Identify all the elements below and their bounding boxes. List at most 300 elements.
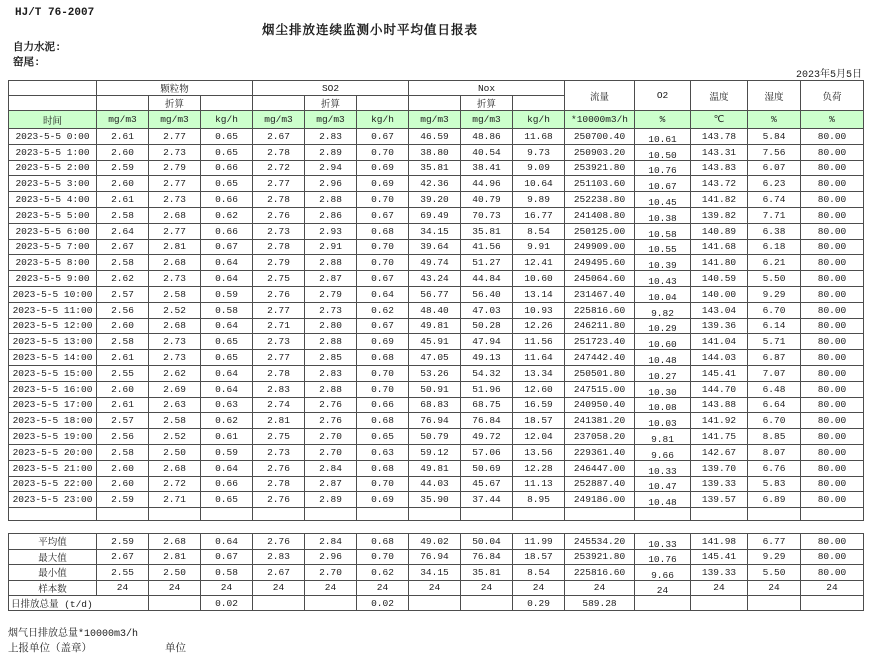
cell-pm-kgh: 0.59 [201,444,253,460]
cell-flow: 247515.00 [565,381,635,397]
data-row [9,302,864,318]
cell-pm-kgh: 0.66 [201,476,253,492]
cell-pm-mgm3: 2.61 [97,129,149,145]
blank-cell [9,96,97,111]
cell-nox-kgh: 11.64 [513,350,565,366]
reporting-unit-label: 上报单位（盖章） [8,643,92,655]
cell-so2-kgh: 0.68 [357,460,409,476]
cell-nox-mgm3: 43.24 [409,271,461,287]
cell-pm-mgm3: 2.64 [97,223,149,239]
cell-flow: 24 [565,580,635,596]
cell-pm-converted [149,508,201,521]
cell-so2-converted: 2.96 [305,549,357,565]
cell-humidity: 6.89 [748,492,801,508]
cell-nox-converted: 56.40 [461,286,513,302]
cell-so2-converted: 2.73 [305,302,357,318]
cell-load: 80.00 [801,239,864,255]
cell-temperature: 141.68 [691,239,748,255]
cell-flow: 241408.80 [565,207,635,223]
cell-nox-converted: 54.32 [461,365,513,381]
cell-o2: 10.38 [635,207,691,223]
cell-so2-mgm3: 2.67 [253,565,305,581]
particulate-group-header: 颗粒物 [97,81,253,96]
cell-so2-converted [305,508,357,521]
cell-flow: 249909.00 [565,239,635,255]
cell-nox-converted: 41.56 [461,239,513,255]
cell-so2-mgm3: 2.75 [253,271,305,287]
so2-converted-label: 折算 [305,96,357,111]
cell-pm-mgm3: 2.57 [97,413,149,429]
cell-nox-mgm3: 44.03 [409,476,461,492]
cell-o2: 10.27 [635,365,691,381]
data-row [9,176,864,192]
cell-so2-converted: 2.83 [305,365,357,381]
cell-nox-converted: 49.72 [461,429,513,445]
cell-o2 [635,596,691,611]
cell-pm-kgh: 0.65 [201,176,253,192]
cell-pm-kgh: 0.64 [201,534,253,550]
cell-load: 80.00 [801,476,864,492]
cell-pm-kgh: 0.64 [201,365,253,381]
cell-temperature: 139.57 [691,492,748,508]
cell-pm-converted: 2.81 [149,239,201,255]
cell-temperature: 141.92 [691,413,748,429]
cell-flow: 246447.00 [565,460,635,476]
nox-group-header: Nox [409,81,565,96]
cell-so2-kgh: 0.64 [357,286,409,302]
cell-flow: 253921.80 [565,549,635,565]
cell-so2-converted: 2.88 [305,192,357,208]
cell-load: 80.00 [801,444,864,460]
cell-so2-converted: 2.70 [305,444,357,460]
cell-nox-converted: 45.67 [461,476,513,492]
cell-nox-mgm3: 34.15 [409,223,461,239]
cell-humidity: 6.74 [748,192,801,208]
cell-pm-converted: 2.63 [149,397,201,413]
cell-nox-mgm3: 34.15 [409,565,461,581]
data-row [9,476,864,492]
flow-column-header: 流量 [565,81,635,111]
cell-so2-kgh: 24 [357,580,409,596]
cell-nox-converted: 51.27 [461,255,513,271]
cell-flow: 225816.60 [565,302,635,318]
cell-humidity: 5.50 [748,565,801,581]
cell-humidity: 6.23 [748,176,801,192]
cell-o2: 9.66 [635,444,691,460]
cell-nox-kgh: 13.34 [513,365,565,381]
cell-flow: 247442.40 [565,350,635,366]
cell-humidity: 7.56 [748,144,801,160]
cell-load: 80.00 [801,492,864,508]
cell-load [801,596,864,611]
cell-temperature: 143.31 [691,144,748,160]
cell-pm-converted: 2.77 [149,129,201,145]
cell-so2-mgm3: 2.79 [253,255,305,271]
flue-gas-total-note: 烟气日排放总量*10000m3/h [8,629,139,640]
cell-nox-kgh: 9.89 [513,192,565,208]
summary-row [9,580,864,596]
cell-time: 2023-5-5 21:00 [9,460,97,476]
cell-pm-kgh: 0.58 [201,565,253,581]
cell-temperature [691,596,748,611]
cell-pm-kgh: 0.65 [201,492,253,508]
cell-o2: 10.67 [635,176,691,192]
cell-so2-converted [305,596,357,611]
cell-nox-mgm3: 45.91 [409,334,461,350]
cell-pm-converted: 2.79 [149,160,201,176]
cell-so2-converted: 2.76 [305,397,357,413]
cell-flow: 249186.00 [565,492,635,508]
cell-pm-converted: 2.71 [149,492,201,508]
cell-flow: 250125.00 [565,223,635,239]
cell-so2-mgm3: 2.83 [253,549,305,565]
cell-o2: 9.66 [635,565,691,581]
cell-nox-kgh: 18.57 [513,413,565,429]
cell-o2: 10.03 [635,413,691,429]
cell-pm-converted: 2.68 [149,207,201,223]
cell-pm-converted: 2.62 [149,365,201,381]
cell-temperature: 141.75 [691,429,748,445]
unit-cell: mg/m3 [305,111,357,129]
cell-nox-converted: 50.28 [461,318,513,334]
cell-temperature: 140.89 [691,223,748,239]
unit-cell: % [801,111,864,129]
monitoring-point: 窑尾: [13,57,41,69]
cell-so2-converted: 2.91 [305,239,357,255]
cell-temperature: 142.67 [691,444,748,460]
cell-humidity: 6.48 [748,381,801,397]
cell-load: 80.00 [801,365,864,381]
cell-so2-mgm3: 2.72 [253,160,305,176]
cell-pm-converted: 2.77 [149,176,201,192]
load-column-header: 负荷 [801,81,864,111]
cell-flow: 252238.80 [565,192,635,208]
cell-so2-mgm3: 2.76 [253,286,305,302]
cell-temperature: 144.70 [691,381,748,397]
cell-pm-mgm3: 2.58 [97,207,149,223]
cell-pm-kgh: 0.66 [201,223,253,239]
cell-nox-mgm3: 68.83 [409,397,461,413]
blank-cell [357,96,409,111]
cell-so2-kgh: 0.67 [357,318,409,334]
cell-nox-mgm3: 42.36 [409,176,461,192]
cell-flow: 250501.80 [565,365,635,381]
cell-pm-converted: 2.73 [149,334,201,350]
cell-time: 2023-5-5 14:00 [9,350,97,366]
cell-load: 80.00 [801,160,864,176]
data-row [9,397,864,413]
cell-nox-converted: 40.79 [461,192,513,208]
cell-nox-kgh: 16.59 [513,397,565,413]
cell-humidity: 8.07 [748,444,801,460]
cell-nox-mgm3: 39.64 [409,239,461,255]
cell-so2-converted: 24 [305,580,357,596]
cell-nox-kgh: 24 [513,580,565,596]
unit-cell: kg/h [357,111,409,129]
data-row [9,192,864,208]
cell-o2: 10.76 [635,549,691,565]
cell-temperature: 141.80 [691,255,748,271]
cell-time: 2023-5-5 15:00 [9,365,97,381]
cell-temperature: 141.04 [691,334,748,350]
unit-cell: kg/h [201,111,253,129]
header-units-row [9,111,864,129]
cell-humidity: 6.21 [748,255,801,271]
cell-o2: 10.39 [635,255,691,271]
cell-humidity: 9.29 [748,286,801,302]
cell-pm-converted: 2.68 [149,318,201,334]
cell-pm-kgh: 0.59 [201,286,253,302]
cell-pm-converted: 2.58 [149,286,201,302]
cell-so2-converted: 2.70 [305,429,357,445]
cell-so2-kgh: 0.70 [357,549,409,565]
cell-so2-converted: 2.70 [305,565,357,581]
cell-pm-mgm3: 2.62 [97,271,149,287]
cell-so2-mgm3: 2.74 [253,397,305,413]
empty-row [9,508,864,521]
cell-so2-kgh: 0.69 [357,334,409,350]
cell-flow: 245534.20 [565,534,635,550]
cell-nox-converted: 50.04 [461,534,513,550]
cell-pm-kgh: 0.65 [201,350,253,366]
cell-nox-kgh: 10.60 [513,271,565,287]
report-date: 2023年5月5日 [795,70,862,81]
cell-nox-converted: 50.69 [461,460,513,476]
cell-temperature: 24 [691,580,748,596]
cell-so2-converted: 2.87 [305,476,357,492]
cell-nox-converted: 76.84 [461,549,513,565]
cell-pm-mgm3: 2.60 [97,476,149,492]
cell-so2-kgh: 0.67 [357,271,409,287]
data-row [9,350,864,366]
cell-so2-converted: 2.83 [305,129,357,145]
cell-time: 2023-5-5 17:00 [9,397,97,413]
cell-o2: 24 [635,580,691,596]
cell-pm-converted: 2.72 [149,476,201,492]
data-row [9,381,864,397]
cell-so2-kgh: 0.62 [357,302,409,318]
cell-pm-mgm3: 2.55 [97,565,149,581]
unit-cell: kg/h [513,111,565,129]
cell-pm-converted: 2.77 [149,223,201,239]
cell-so2-mgm3: 2.78 [253,192,305,208]
summary-row [9,565,864,581]
summary-row [9,549,864,565]
cell-o2: 10.33 [635,460,691,476]
cell-nox-converted: 24 [461,580,513,596]
cell-pm-mgm3: 2.59 [97,492,149,508]
cell-time: 2023-5-5 5:00 [9,207,97,223]
cell-temperature: 145.41 [691,365,748,381]
cell-nox-mgm3: 50.91 [409,381,461,397]
cell-pm-converted: 2.50 [149,444,201,460]
cell-pm-kgh: 0.65 [201,144,253,160]
cell-temperature: 143.78 [691,129,748,145]
cell-load: 80.00 [801,176,864,192]
nox-converted-label: 折算 [461,96,513,111]
cell-pm-converted: 2.73 [149,192,201,208]
cell-pm-converted: 2.69 [149,381,201,397]
cell-load: 80.00 [801,429,864,445]
cell-temperature: 139.70 [691,460,748,476]
cell-pm-converted: 2.73 [149,144,201,160]
data-row [9,318,864,334]
cell-flow: 229361.40 [565,444,635,460]
cell-humidity: 6.14 [748,318,801,334]
cell-load: 80.00 [801,549,864,565]
cell-pm-mgm3: 2.61 [97,350,149,366]
cell-load: 80.00 [801,207,864,223]
cell-so2-kgh: 0.63 [357,444,409,460]
cell-pm-mgm3: 2.60 [97,144,149,160]
time-header-blank [9,81,97,96]
cell-so2-mgm3: 2.78 [253,144,305,160]
time-column-header: 时间 [9,111,97,129]
cell-so2-mgm3: 2.77 [253,350,305,366]
cell-humidity: 7.71 [748,207,801,223]
cell-so2-mgm3: 2.76 [253,460,305,476]
cell-so2-kgh: 0.70 [357,476,409,492]
cell-nox-kgh: 13.14 [513,286,565,302]
cell-pm-kgh: 0.62 [201,207,253,223]
unit-cell: ℃ [691,111,748,129]
cell-nox-kgh: 11.56 [513,334,565,350]
cell-o2: 10.29 [635,318,691,334]
cell-nox-kgh: 9.09 [513,160,565,176]
cell-so2-converted: 2.84 [305,534,357,550]
cell-o2: 10.43 [635,271,691,287]
summary-table-body [9,534,864,611]
cell-pm-kgh: 0.66 [201,192,253,208]
cell-load: 80.00 [801,413,864,429]
cell-humidity: 6.64 [748,397,801,413]
summary-label: 平均值 [9,534,97,550]
cell-humidity: 8.85 [748,429,801,445]
cell-nox-kgh: 8.54 [513,223,565,239]
cell-nox-mgm3: 50.79 [409,429,461,445]
cell-pm-kgh: 0.64 [201,271,253,287]
cell-so2-kgh: 0.70 [357,381,409,397]
cell-so2-kgh: 0.70 [357,192,409,208]
cell-temperature: 140.00 [691,286,748,302]
cell-so2-kgh: 0.68 [357,413,409,429]
cell-pm-mgm3: 2.60 [97,381,149,397]
cell-temperature: 143.04 [691,302,748,318]
cell-o2: 10.47 [635,476,691,492]
cell-nox-converted: 51.96 [461,381,513,397]
cell-nox-kgh: 11.13 [513,476,565,492]
cell-pm-mgm3: 2.67 [97,549,149,565]
cell-load: 80.00 [801,223,864,239]
cell-so2-mgm3: 2.67 [253,129,305,145]
cell-time: 2023-5-5 0:00 [9,129,97,145]
cell-pm-mgm3: 2.61 [97,397,149,413]
cell-o2: 10.33 [635,534,691,550]
data-row [9,271,864,287]
cell-so2-kgh: 0.70 [357,239,409,255]
cell-so2-mgm3: 2.77 [253,176,305,192]
cell-flow: 231467.40 [565,286,635,302]
cell-nox-mgm3: 35.81 [409,160,461,176]
cell-humidity: 6.70 [748,302,801,318]
cell-so2-mgm3: 2.76 [253,534,305,550]
cell-humidity: 6.76 [748,460,801,476]
cell-so2-converted: 2.88 [305,255,357,271]
cell-time: 2023-5-5 22:00 [9,476,97,492]
monitoring-data-table [8,80,864,521]
data-row [9,365,864,381]
cell-so2-converted: 2.89 [305,144,357,160]
cell-load: 24 [801,580,864,596]
cell-o2: 10.58 [635,223,691,239]
summary-table [8,533,864,611]
cell-nox-converted [461,596,513,611]
unit-cell: mg/m3 [97,111,149,129]
cell-load: 80.00 [801,192,864,208]
cell-flow: 250903.20 [565,144,635,160]
cell-nox-kgh: 9.91 [513,239,565,255]
cell-time: 2023-5-5 11:00 [9,302,97,318]
pm-converted-label: 折算 [149,96,201,111]
cell-temperature: 139.33 [691,565,748,581]
cell-flow: 250700.40 [565,129,635,145]
data-row [9,334,864,350]
cell-flow: 241381.20 [565,413,635,429]
cell-load: 80.00 [801,334,864,350]
cell-nox-mgm3 [409,508,461,521]
cell-humidity: 24 [748,580,801,596]
cell-o2 [635,508,691,521]
cell-nox-kgh: 8.95 [513,492,565,508]
cell-temperature: 143.88 [691,397,748,413]
unit-label: 单位 [165,643,186,655]
data-row [9,129,864,145]
cell-temperature: 145.41 [691,549,748,565]
cell-nox-converted: 47.94 [461,334,513,350]
cell-so2-mgm3: 24 [253,580,305,596]
cell-so2-kgh: 0.66 [357,397,409,413]
cell-pm-kgh: 0.61 [201,429,253,445]
cell-nox-kgh: 12.41 [513,255,565,271]
cell-time: 2023-5-5 1:00 [9,144,97,160]
cell-time: 2023-5-5 9:00 [9,271,97,287]
cell-nox-kgh: 10.93 [513,302,565,318]
cell-pm-kgh: 0.66 [201,160,253,176]
cell-load: 80.00 [801,460,864,476]
temperature-column-header: 温度 [691,81,748,111]
cell-so2-mgm3: 2.73 [253,444,305,460]
cell-so2-converted: 2.94 [305,160,357,176]
summary-label: 最大值 [9,549,97,565]
cell-so2-kgh: 0.69 [357,492,409,508]
cell-flow: 252887.40 [565,476,635,492]
cell-so2-converted: 2.86 [305,207,357,223]
cell-pm-kgh: 0.58 [201,302,253,318]
cell-so2-converted: 2.84 [305,460,357,476]
cell-o2: 9.81 [635,429,691,445]
cell-so2-mgm3: 2.81 [253,413,305,429]
cell-temperature: 139.33 [691,476,748,492]
cell-so2-kgh: 0.70 [357,255,409,271]
cell-so2-mgm3: 2.83 [253,381,305,397]
cell-time: 2023-5-5 13:00 [9,334,97,350]
cell-o2: 10.60 [635,334,691,350]
humidity-column-header: 湿度 [748,81,801,111]
cell-flow: 251103.60 [565,176,635,192]
data-row [9,255,864,271]
cell-load: 80.00 [801,255,864,271]
cell-so2-mgm3: 2.77 [253,302,305,318]
